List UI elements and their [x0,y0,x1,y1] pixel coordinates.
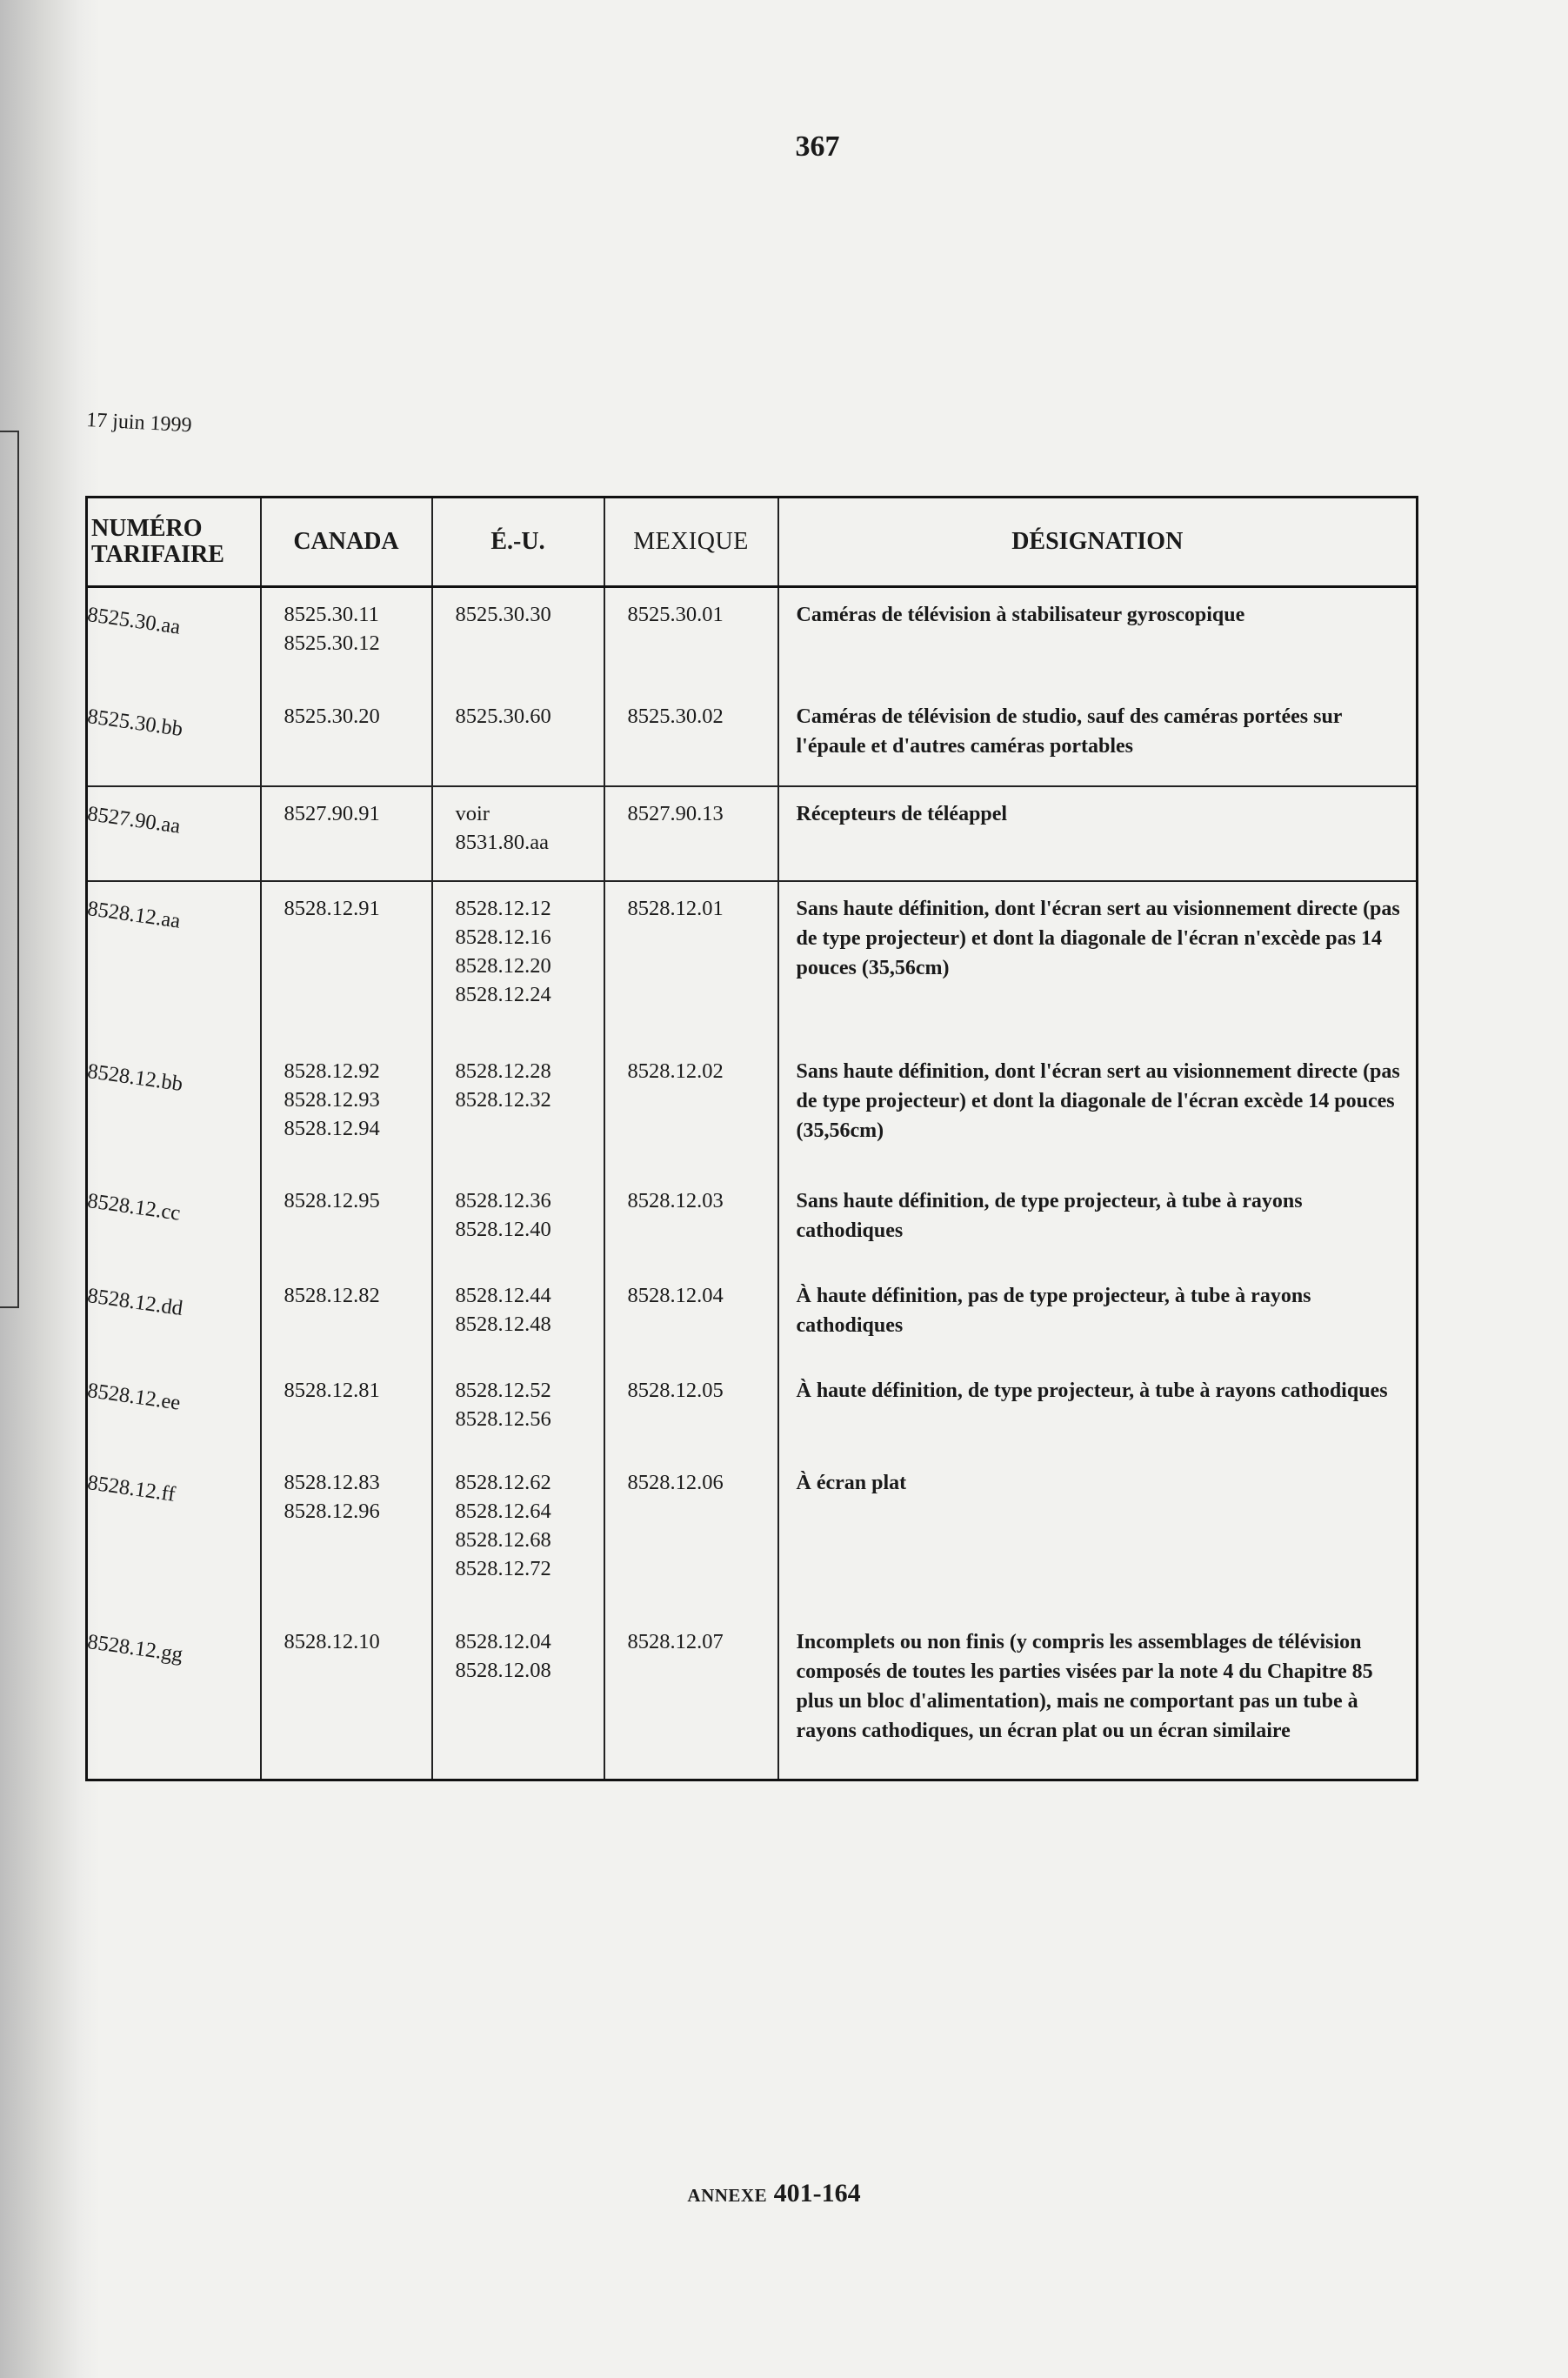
mexique-code: 8528.12.04 [627,1283,724,1307]
eu-code: 8528.12.68 [455,1528,551,1553]
table-row [87,1269,1418,1364]
mexique-code: 8528.12.03 [627,1189,724,1213]
eu-code: 8528.12.28 [455,1059,551,1084]
designation-text: Sans haute définition, dont l'écran sert au visionnement directe (pas de type projecteur) et dont la diagonale de l'écran excède 14 pouces (35,56cm) [796,1060,1400,1143]
designation-text: À écran plat [796,1472,907,1495]
canada-code: 8525.30.20 [284,704,380,728]
canada-code: 8528.12.81 [284,1378,380,1402]
cell-numero-tarifaire [87,1269,261,1364]
cell-mexique [604,881,778,1041]
header-eu: É.-U. [432,498,604,587]
tariff-number: 8528.12.aa [85,897,183,933]
cell-numero-tarifaire [87,1174,261,1269]
table-row [87,1615,1418,1780]
tariff-number: 8528.12.gg [85,1630,184,1667]
cell-designation [778,786,1418,881]
eu-code: 8528.12.08 [455,1659,551,1683]
cell-numero-tarifaire [87,1615,261,1780]
cell-eu [432,1615,604,1780]
cell-designation [778,1615,1418,1780]
cell-designation [778,1456,1418,1615]
cell-numero-tarifaire [87,1364,261,1457]
eu-code: 8528.12.12 [455,897,551,921]
eu-code: 8528.12.40 [455,1218,551,1242]
cell-eu [432,1269,604,1364]
table-row [87,1456,1418,1615]
cell-mexique [604,1456,778,1615]
canada-code: 8525.30.11 [284,603,379,626]
cell-designation [778,1041,1418,1174]
cell-numero-tarifaire [87,881,261,1041]
designation-text: À haute définition, de type projecteur, à tube à rayons cathodiques [796,1379,1388,1402]
tariff-number: 8528.12.bb [85,1059,184,1097]
cell-eu [432,1174,604,1269]
canada-code: 8528.12.96 [284,1500,380,1524]
designation-text: Sans haute définition, de type projecteur, à tube à rayons cathodiques [796,1190,1303,1243]
canada-code: 8525.30.12 [284,631,380,655]
eu-code: voir [455,802,490,826]
cell-designation [778,1364,1418,1457]
canada-code: 8528.12.10 [284,1630,380,1654]
cell-mexique [604,1174,778,1269]
cell-canada [261,1174,432,1269]
mexique-code: 8528.12.06 [627,1471,724,1495]
cell-canada [261,681,432,787]
page-footer [678,2179,870,2208]
canada-code: 8528.12.92 [284,1059,380,1084]
footer-label: ANNEXE [687,2185,768,2206]
cell-canada [261,1269,432,1364]
eu-code: 8528.12.36 [455,1189,551,1213]
tariff-table [85,496,1418,1781]
table-header-row [87,498,1418,587]
cell-canada [261,881,432,1041]
mexique-code: 8528.12.07 [627,1630,724,1654]
tariff-number: 8528.12.ff [85,1471,177,1507]
cell-designation [778,1174,1418,1269]
tariff-number: 8528.12.ee [85,1378,183,1415]
canada-code: 8527.90.91 [284,802,380,826]
tariff-number: 8525.30.aa [85,602,183,639]
eu-code: 8528.12.48 [455,1312,551,1336]
table-row [87,1041,1418,1174]
cell-eu [432,1456,604,1615]
mexique-code: 8527.90.13 [627,802,724,826]
mexique-code: 8525.30.01 [627,603,724,626]
header-canada: CANADA [261,498,432,587]
cell-numero-tarifaire [87,786,261,881]
cell-eu [432,786,604,881]
facing-page-frame [0,431,19,1308]
cell-mexique [604,1364,778,1457]
cell-mexique [604,1269,778,1364]
canada-code: 8528.12.95 [284,1189,380,1213]
mexique-code: 8528.12.02 [627,1059,724,1084]
cell-designation [778,881,1418,1041]
table-row [87,1174,1418,1269]
table-row [87,786,1418,881]
cell-numero-tarifaire [87,1041,261,1174]
cell-mexique [604,681,778,787]
eu-code: 8528.12.24 [455,983,551,1007]
cell-canada [261,1456,432,1615]
eu-code: 8528.12.62 [455,1471,551,1495]
canada-code: 8528.12.94 [284,1117,380,1141]
table-row [87,881,1418,1041]
cell-canada [261,587,432,681]
cell-numero-tarifaire [87,681,261,787]
mexique-code: 8528.12.01 [627,897,724,921]
cell-eu [432,1041,604,1174]
cell-eu [432,587,604,681]
table-row [87,1364,1418,1457]
tariff-number: 8525.30.bb [85,704,184,741]
eu-code: 8531.80.aa [455,831,549,855]
cell-eu [432,1364,604,1457]
cell-mexique [604,587,778,681]
designation-text: À haute définition, pas de type projecteur, à tube à rayons cathodiques [796,1284,1311,1337]
header-mexique: MEXIQUE [604,498,778,587]
header-designation: DÉSIGNATION [778,498,1418,587]
designation-text: Caméras de télévision de studio, sauf des caméras portées sur l'épaule et d'autres caméras portables [796,705,1343,758]
tariff-number: 8528.12.dd [85,1283,184,1320]
eu-code: 8528.12.72 [455,1557,551,1581]
eu-code: 8528.12.20 [455,954,551,979]
eu-code: 8528.12.32 [455,1088,551,1112]
eu-code: 8528.12.44 [455,1283,551,1307]
cell-numero-tarifaire [87,1456,261,1615]
designation-text: Sans haute définition, dont l'écran sert au visionnement directe (pas de type projecteur) et dont la diagonale de l'écran n'excède pas 14 pouces (35,56cm) [796,898,1400,980]
cell-designation [778,587,1418,681]
table-row [87,681,1418,787]
mexique-code: 8525.30.02 [627,704,724,728]
eu-code: 8528.12.04 [455,1630,551,1654]
cell-canada [261,786,432,881]
designation-text: Incomplets ou non finis (y compris les assemblages de télévision composés de toutes les parties visées par la note 4 du Chapitre 85 plus un bloc d'alimentation), mais ne comportant pas un tube à rayons cathodiques, un écran plat ou un écran similaire [796,1631,1373,1743]
canada-code: 8528.12.91 [284,897,380,921]
cell-designation [778,1269,1418,1364]
designation-text: Récepteurs de téléappel [796,803,1008,826]
mexique-code: 8528.12.05 [627,1378,724,1402]
header-numero-tarifaire: NUMÉRO TARIFAIRE [87,498,261,587]
canada-code: 8528.12.82 [284,1283,380,1307]
cell-canada [261,1041,432,1174]
cell-designation [778,681,1418,787]
eu-code: 8528.12.56 [455,1406,551,1431]
cell-eu [432,681,604,787]
table-row [87,587,1418,681]
footer-number: 401-164 [773,2179,861,2208]
cell-canada [261,1615,432,1780]
cell-eu [432,881,604,1041]
cell-numero-tarifaire [87,587,261,681]
canada-code: 8528.12.83 [284,1471,380,1495]
cell-mexique [604,1615,778,1780]
eu-code: 8528.12.16 [455,925,551,950]
designation-text: Caméras de télévision à stabilisateur gyroscopique [796,604,1245,626]
eu-code: 8525.30.30 [455,603,551,626]
tariff-number: 8528.12.cc [85,1189,183,1226]
tariff-number: 8527.90.aa [85,802,183,838]
document-date: 17 juin 1999 [85,409,193,438]
page-number: 367 [795,130,840,163]
cell-canada [261,1364,432,1457]
cell-mexique [604,1041,778,1174]
eu-code: 8528.12.64 [455,1500,551,1524]
eu-code: 8528.12.52 [455,1378,551,1402]
eu-code: 8525.30.60 [455,704,551,728]
canada-code: 8528.12.93 [284,1088,380,1112]
cell-mexique [604,786,778,881]
